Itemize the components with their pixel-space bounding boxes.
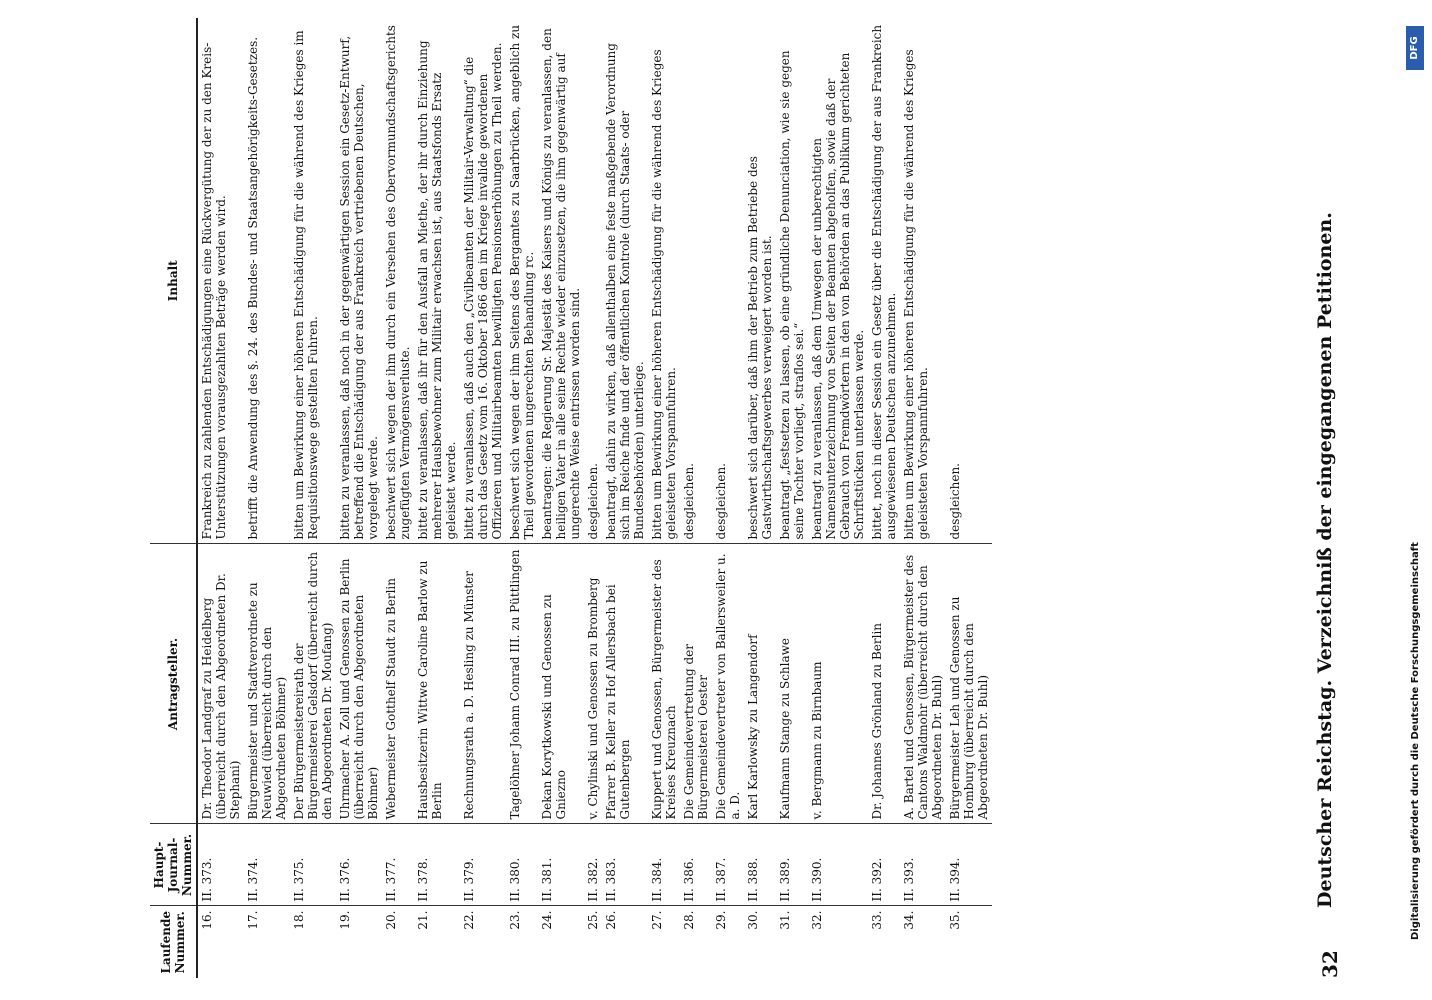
petition-table bbox=[150, 18, 992, 978]
row-number: 22. bbox=[460, 906, 506, 978]
digitization-credit: Digitalisierung gefördert durch die Deutsche Forschungsgemeinschaft bbox=[1410, 542, 1421, 940]
row-number: 28. bbox=[680, 906, 712, 978]
row-number: 18. bbox=[290, 906, 336, 978]
journal-number: II. 382. bbox=[584, 824, 602, 906]
page-title: Deutscher Reichstag. Verzeichniß der eingegangenen Petitionen. bbox=[1314, 212, 1336, 908]
petition-content: Frankreich zu zahlenden Entschädigungen eine Rückvergütung der zu den Kreis-Unterstützungen vorausgezahlten Beträge werden wird. bbox=[200, 42, 228, 540]
petitioner: Die Gemeindevertretung der Bürgermeisterei Oester bbox=[680, 544, 712, 824]
table-row bbox=[744, 18, 776, 978]
row-number: 29. bbox=[712, 906, 744, 978]
petitioner: Tagelöhner Johann Conrad III. zu Püttlingen bbox=[506, 544, 538, 824]
journal-number: II. 376. bbox=[336, 824, 382, 906]
page-header bbox=[1304, 18, 1364, 978]
journal-number: II. 386. bbox=[680, 824, 712, 906]
petition-content: beantragt „festsetzen zu lassen, ob eine gründliche Denunciation, wie sie gegen seine Tochter vorliegt, straflos sei.“ bbox=[778, 50, 806, 540]
row-number: 25. bbox=[584, 906, 602, 978]
petition-content: beantragt zu veranlassen, daß dem Umwegen der unberechtigten Namensunterzeichnung von Seiten der Beamten abgeholfen, sowie daß der Gebrauch von Fremdwörtern in den von Behörden an das Publikum gerichteten Schriftstücken unterlassen werde. bbox=[810, 52, 866, 540]
row-number: 24. bbox=[538, 906, 584, 978]
journal-number: II. 375. bbox=[290, 824, 336, 906]
table-row bbox=[460, 18, 506, 978]
journal-number: II. 393. bbox=[900, 824, 946, 906]
petition-content: bitten um Bewirkung einer höheren Entschädigung für die während des Krieges geleisteten Vorspannfuhren. bbox=[650, 49, 678, 540]
petition-content: desgleichen. bbox=[714, 463, 728, 540]
journal-number: II. 381. bbox=[538, 824, 584, 906]
row-number: 35. bbox=[946, 906, 992, 978]
journal-number: II. 383. bbox=[602, 824, 648, 906]
table-row bbox=[712, 18, 744, 978]
row-number: 34. bbox=[900, 906, 946, 978]
table-row bbox=[197, 18, 244, 978]
table-row bbox=[538, 18, 584, 978]
row-number: 20. bbox=[382, 906, 414, 978]
table-header-row bbox=[150, 18, 197, 978]
petitioner: Dekan Korytkowski und Genossen zu Gniezno bbox=[538, 544, 584, 824]
petitioner: Karl Karlowsky zu Langendorf bbox=[744, 544, 776, 824]
petition-content: beschwert sich darüber, daß ihm der Betrieb zum Betriebe des Gastwirthschaftsgewerbes verweigert worden ist. bbox=[746, 156, 774, 540]
table-row bbox=[336, 18, 382, 978]
petitioner: v. Chylinski und Genossen zu Bromberg bbox=[584, 544, 602, 824]
journal-number: II. 392. bbox=[868, 824, 900, 906]
table-row bbox=[900, 18, 946, 978]
petition-content: beschwert sich wegen der ihm Seitens des Bergamtes zu Saarbrücken, angeblich zu Theil gewordenen ungerechten Behandlung rc. bbox=[508, 24, 536, 540]
row-number: 26. bbox=[602, 906, 648, 978]
petition-content: beschwert sich wegen der ihm durch ein Versehen des Obervormundschaftsgerichts zugefügten Vermögensverluste. bbox=[384, 25, 412, 540]
row-number: 17. bbox=[244, 906, 290, 978]
row-number: 23. bbox=[506, 906, 538, 978]
table-row bbox=[602, 18, 648, 978]
petitioner: Pfarrer B. Keller zu Hof Allersbach bei Gutenbergen bbox=[602, 544, 648, 824]
journal-number: II. 384. bbox=[648, 824, 680, 906]
petitioner: Rechnungsrath a. D. Hesling zu Münster bbox=[460, 544, 506, 824]
row-number: 16. bbox=[197, 906, 244, 978]
journal-number: II. 374. bbox=[244, 824, 290, 906]
journal-number: II. 389. bbox=[776, 824, 808, 906]
petition-content: bittet, noch in dieser Session ein Gesetz über die Entschädigung der aus Frankreich ausgewiesenen Deutschen anzunehmen. bbox=[870, 24, 898, 540]
row-number: 32. bbox=[808, 906, 868, 978]
petitioner: Hausbesitzerin Wittwe Caroline Barlow zu Berlin bbox=[414, 544, 460, 824]
table-row bbox=[868, 18, 900, 978]
journal-number: II. 378. bbox=[414, 824, 460, 906]
journal-number: II. 387. bbox=[712, 824, 744, 906]
table-row bbox=[244, 18, 290, 978]
petitioner: Webermeister Gotthelf Staudt zu Berlin bbox=[382, 544, 414, 824]
petition-content: bittet zu veranlassen, daß ihr für den Ausfall an Miethe, der ihr durch Einziehung mehrerer Hausbewohner zum Militair erwachsen ist, aus Staatsfonds Ersatz geleistet werde. bbox=[416, 40, 458, 540]
row-number: 33. bbox=[868, 906, 900, 978]
journal-number: II. 377. bbox=[382, 824, 414, 906]
petitioner: Der Bürgermeistereirath der Bürgermeisterei Gelsdorf (überreicht durch den Abgeordneten Dr. Moufang) bbox=[290, 544, 336, 824]
table-row bbox=[382, 18, 414, 978]
petition-content: beantragt, dahin zu wirken, daß allenthalben eine feste maßgebende Verordnung sich im Reiche finde und der öffentlichen Kontrole (durch Staats- oder Bundesbehörden) unterliege. bbox=[604, 43, 646, 540]
journal-number: II. 379. bbox=[460, 824, 506, 906]
page-number: 32 bbox=[1318, 950, 1342, 978]
journal-number: II. 380. bbox=[506, 824, 538, 906]
petition-content: desgleichen. bbox=[682, 463, 696, 540]
table-row bbox=[414, 18, 460, 978]
row-number: 31. bbox=[776, 906, 808, 978]
petitioner: Uhrmacher A. Zoll und Genossen zu Berlin (überreicht durch den Abgeordneten Böhmer) bbox=[336, 544, 382, 824]
petitioner: Kuppert und Genossen, Bürgermeister des Kreises Kreuznach bbox=[648, 544, 680, 824]
petitioner: Dr. Theodor Landgraf zu Heidelberg (überreicht durch den Abgeordneten Dr. Stephani) bbox=[197, 544, 244, 824]
petitioner: Kaufmann Stange zu Schlawe bbox=[776, 544, 808, 824]
col-header-laufende: Laufende Nummer. bbox=[150, 906, 197, 978]
petition-content: bitten um Bewirkung einer höheren Entschädigung für die während des Krieges geleisteten Vorspannfuhren. bbox=[902, 49, 930, 540]
col-header-journal: Haupt-Journal-Nummer. bbox=[150, 824, 197, 906]
table-row bbox=[506, 18, 538, 978]
dfg-logo: DFG bbox=[1406, 26, 1424, 70]
petition-content: bitten um Bewirkung einer höheren Entschädigung für die während des Krieges im Requisitionswege gestellten Fuhren. bbox=[292, 30, 320, 540]
table-row bbox=[648, 18, 680, 978]
petitioner: Dr. Johannes Grönland zu Berlin bbox=[868, 544, 900, 824]
petition-content: bittet zu veranlassen, daß auch den „Civilbeamten der Militair-Verwaltung“ die durch das Gesetz vom 16. Oktober 1866 den im Kriege invalide gewordenen Offizieren und Militairbeamten bewilligten Pensionserhöhungen zu Theil werden. bbox=[462, 42, 504, 540]
table-row bbox=[776, 18, 808, 978]
col-header-antragsteller: Antragsteller. bbox=[150, 544, 197, 824]
table-row bbox=[584, 18, 602, 978]
petitioner: Bürgermeister und Stadtverordnete zu Neuwied (überreicht durch den Abgeordneten Böhmer) bbox=[244, 544, 290, 824]
petitioner: Die Gemeindevertreter von Ballersweiler u. a. D. bbox=[712, 544, 744, 824]
row-number: 19. bbox=[336, 906, 382, 978]
journal-number: II. 388. bbox=[744, 824, 776, 906]
table-row bbox=[680, 18, 712, 978]
table-row bbox=[946, 18, 992, 978]
petitioner: Bürgermeister Leh und Genossen zu Homburg (überreicht durch den Abgeordneten Dr. Buhl) bbox=[946, 544, 992, 824]
journal-number: II. 373. bbox=[197, 824, 244, 906]
row-number: 30. bbox=[744, 906, 776, 978]
petition-content: desgleichen. bbox=[586, 463, 600, 540]
row-number: 27. bbox=[648, 906, 680, 978]
row-number: 21. bbox=[414, 906, 460, 978]
table-row bbox=[808, 18, 868, 978]
journal-number: II. 394. bbox=[946, 824, 992, 906]
petition-content: desgleichen. bbox=[948, 463, 962, 540]
petitioner: A. Bartel und Genossen, Bürgermeister des Cantons Waldmohr (überreicht durch den Abgeordneten Dr. Buhl) bbox=[900, 544, 946, 824]
petition-content: betrifft die Anwendung des §. 24. des Bundes- und Staatsangehörigkeits-Gesetzes. bbox=[246, 36, 260, 540]
journal-number: II. 390. bbox=[808, 824, 868, 906]
col-header-inhalt: Inhalt bbox=[150, 18, 197, 544]
petition-content: bitten zu veranlassen, daß noch in der gegenwärtigen Session ein Gesetz-Entwurf, betreffend die Entschädigung der aus Frankreich vertriebenen Deutschen, vorgelegt werde. bbox=[338, 35, 380, 540]
petitioner: v. Bergmann zu Birnbaum bbox=[808, 544, 868, 824]
petition-content: beantragen: die Regierung Sr. Majestät des Kaisers und Königs zu veranlassen, den heiligen Vater in alle seine Rechte wieder einzusetzen, die ihm gegenwärtig auf ungerechte Weise entrissen worden sind. bbox=[540, 28, 582, 540]
table-row bbox=[290, 18, 336, 978]
